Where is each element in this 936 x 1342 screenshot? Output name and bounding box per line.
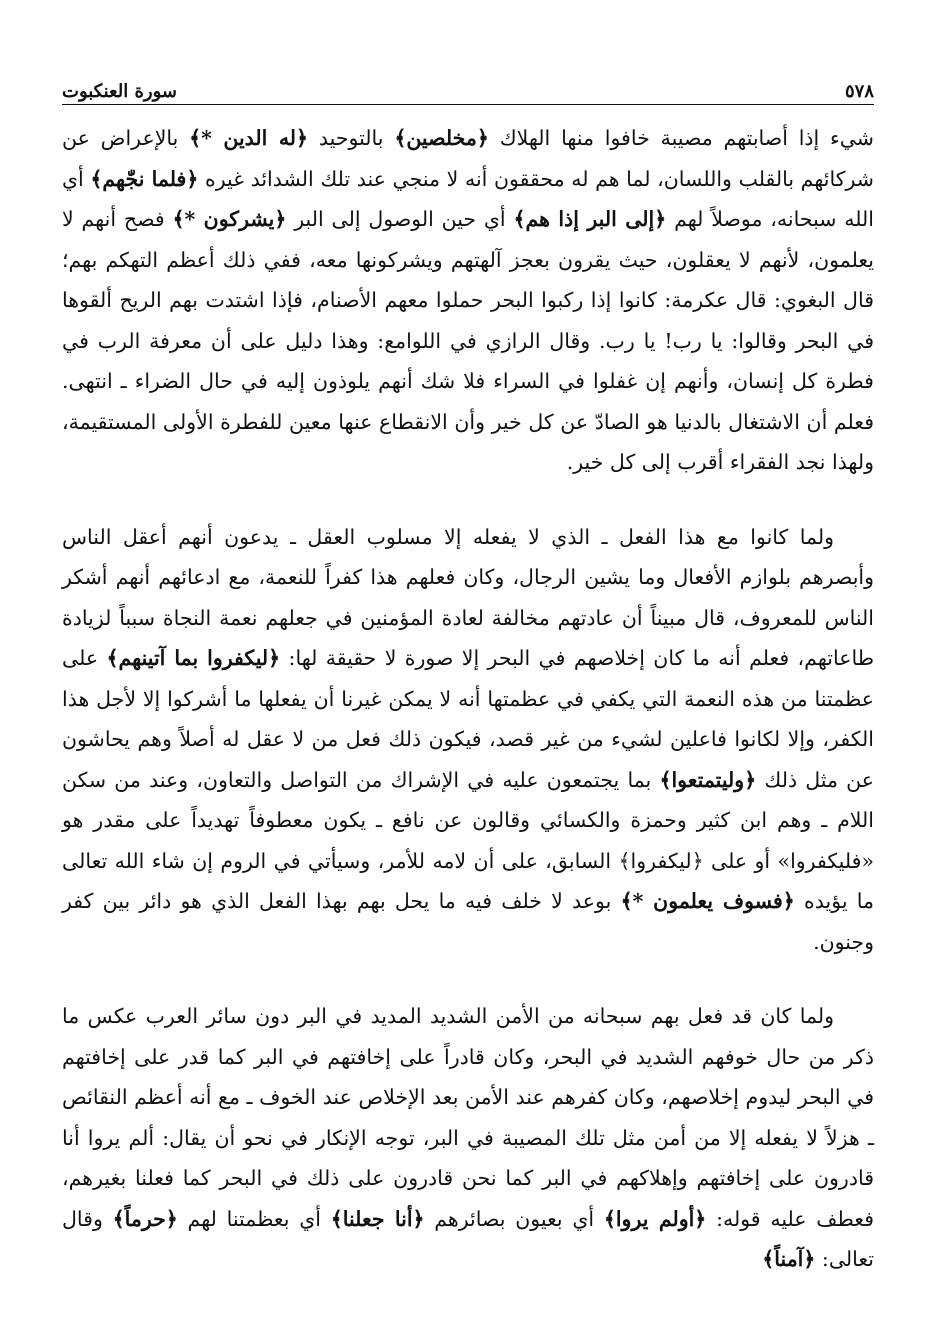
text-run: بما يجتمعون عليه في الإشراك من التواصل والتعاون، وعند من سكن اللام ـ وهم ابن كثير وحمزة والكسائي وقالون عن نافع ـ يكون معطوفاً تهديداً على مقدر هو «فليكفروا» أو على bbox=[62, 767, 874, 873]
paragraph-3 bbox=[62, 996, 874, 1280]
text-run: بوعد لا خلف فيه ما يحل بهم بهذا الفعل الذي هو دائر بين كفر وجنون. bbox=[62, 889, 874, 954]
page-number: ٥٧٨ bbox=[844, 81, 874, 102]
text-run: أي بعيون بصائرهم bbox=[424, 1206, 604, 1231]
header-divider bbox=[62, 104, 874, 105]
text-run: السابق، على أن لامه للأمر، وسيأتي في الروم إن شاء الله تعالى ما يؤيده bbox=[62, 848, 874, 913]
quran-quote: ﴿حرماً﴾ bbox=[112, 1206, 178, 1231]
surah-title: سورة العنكبوت bbox=[62, 81, 177, 102]
quran-quote: ﴿إلى البر إذا هم﴾ bbox=[513, 207, 667, 231]
text-run: فصح أنهم لا يعلمون، لأنهم لا يعقلون، حيث يقرون بعجز آلهتهم ويشركونها معه، ففي ذلك أعظم التهكم بهم؛ قال البغوي: قال عكرمة: كانوا إذا ركبوا البحر حملوا معهم الأصنام، فإذا اشتدت بهم الريح ألقوها في البحر وقالوا: يا رب! يا رب. وقال الرازي في اللوامع: وهذا دليل على أن معرفة الرب في فطرة كل إنسان، وأنهم إن غفلوا في السراء فلا شك أنهم يلوذون إليه في حال الضراء ـ انتهى. فعلم أن الاشتغال بالدنيا هو الصادّ عن كل خير وأن الانقطاع عنها معين للفطرة الأولى المستقيمة، ولهذا نجد الفقراء أقرب إلى كل خير. bbox=[62, 207, 874, 474]
text-run: بالإعراض عن شركائهم بالقلب واللسان، لما هم له محققون أنه لا منجي عند تلك الشدائد غيره bbox=[62, 126, 874, 191]
quran-quote: ﴿أولم يروا﴾ bbox=[603, 1206, 707, 1231]
text-run: بالتوحيد bbox=[308, 126, 395, 150]
text-run: وقال تعالى: bbox=[62, 1206, 874, 1271]
running-header bbox=[62, 68, 874, 102]
quran-quote: ﴿ليكفروا بما آتينهم﴾ bbox=[106, 646, 281, 670]
quran-quote: ﴿فلما نجّٰهم﴾ bbox=[90, 166, 199, 191]
commentary-body bbox=[62, 118, 874, 1280]
text-run: ولما كانوا مع هذا الفعل ـ الذي لا يفعله إلا مسلوب العقل ـ يدعون أنهم أعقل الناس وأبصرهم بلوازم الأفعال وما يشين الرجال، وكان فعلهم هذا كفراً للنعمة، مع ادعائهم أنهم أشكر الناس للمعروف، قال مبيناً أن عادتهم مخالفة لعادة المؤمنين في جعلهم نعمة النجاة سبباً لزيادة طاعاتهم، فعلم أنه ما كان إخلاصهم في البحر إلا صورة لا حقيقة لها: bbox=[62, 524, 875, 670]
text-run: ﴿ليكفروا﴾ bbox=[618, 848, 704, 873]
quran-quote: ﴿مخلصين﴾ bbox=[394, 126, 489, 150]
text-run: شيء إذا أصابتهم مصيبة خافوا منها الهلاك bbox=[488, 126, 874, 150]
paragraph-1 bbox=[62, 118, 874, 483]
text-run: على عظمتنا من هذه النعمة التي يكفي في عظمتها أنه لا يمكن غيرنا أن يفعلها ما أشركوا إلا لأجل هذا الكفر، وإلا لكانوا فاعلين لشيء من غير قصد، فيكون ذلك فعل من لا عقل له أصلاً وهم يحاشون عن مثل ذلك bbox=[62, 646, 874, 792]
quran-quote: ﴿له الدين *﴾ bbox=[189, 126, 309, 150]
quran-quote: ﴿يشركون *﴾ bbox=[172, 207, 287, 231]
quran-quote: ﴿أنا جعلنا﴾ bbox=[330, 1206, 425, 1231]
text-run: أي بعظمتنا لهم bbox=[177, 1206, 331, 1231]
quran-quote: ﴿فسوف يعلمون *﴾ bbox=[620, 889, 795, 913]
paragraph-2 bbox=[62, 517, 874, 963]
text-run: أي حين الوصول إلى البر bbox=[286, 207, 514, 231]
text-run: أي الله سبحانه، موصلاً لهم bbox=[62, 166, 874, 231]
quran-quote: ﴿وليتمتعوا﴾ bbox=[659, 767, 757, 792]
text-run: ولما كان قد فعل بهم سبحانه من الأمن الشديد المديد في البر دون سائر العرب عكس ما ذكر من حال خوفهم الشديد في البحر، وكان قادراً على إخافتهم في البر كما قدر على إخافتهم في البحر ليدوم إخلاصهم، وكان كفرهم عند الأمن بعد الإخلاص عند الخوف ـ مع أنه أعظم النقائص ـ هزلاً لا يفعله إلا من أمن مثل تلك المصيبة في البر، توجه الإنكار في نحو أن يقال: ألم يروا أنا قادرون على إخافتهم وإهلاكهم في البر كما نحن قادرون على ذلك في البحر كما فعلنا بغيرهم، فعطف عليه قوله: bbox=[62, 1004, 874, 1231]
quran-quote: ﴿آمناً﴾ bbox=[762, 1247, 816, 1271]
